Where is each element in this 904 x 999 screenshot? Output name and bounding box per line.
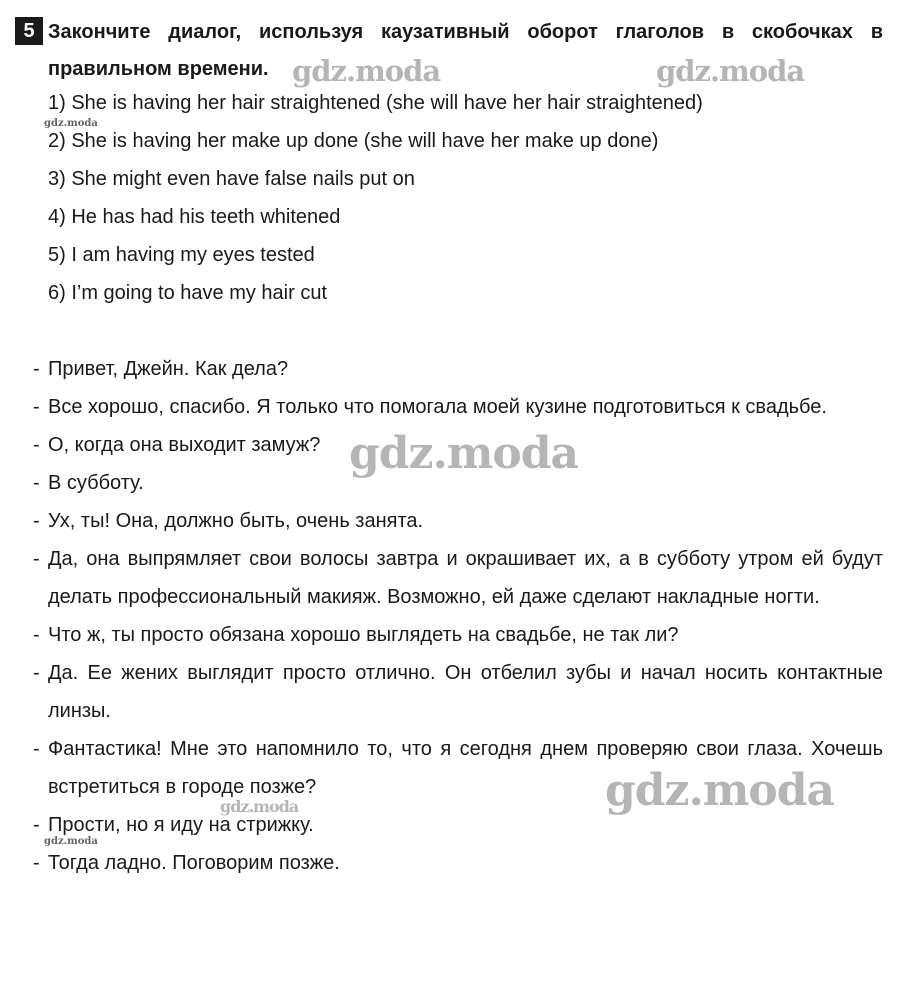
answer-item-2: 2) She is having her make up done (she will have her make up done)	[48, 130, 659, 152]
answer-item-6: 6) I’m going to have my hair cut	[48, 282, 328, 304]
watermark: gdz.moda	[220, 797, 299, 816]
dialogue-line-3: - О, когда она выходит замуж?	[33, 426, 883, 464]
answer-item-1: 1) She is having her hair straightened (she will have her hair straightened)	[48, 92, 703, 114]
answers-list	[48, 84, 703, 312]
answer-item-4: 4) He has had his teeth whitened	[48, 206, 341, 228]
dialogue-line-4: - В субботу.	[33, 464, 883, 502]
dialogue-line-11: - Тогда ладно. Поговорим позже.	[33, 844, 883, 882]
watermark: gdz.moda	[44, 836, 98, 847]
watermark: gdz.moda	[656, 54, 805, 88]
answer-item-5: 5) I am having my eyes tested	[48, 244, 315, 266]
dialogue-line-9: - Фантастика! Мне это напомнило то, что я сегодня днем проверяю свои глаза. Хочешь встретиться в городе позже?	[33, 730, 883, 806]
dialogue-line-6: - Да, она выпрямляет свои волосы завтра и окрашивает их, а в субботу утром ей будут делать профессиональный макияж. Возможно, ей даже сделают накладные ногти.	[33, 540, 883, 616]
dialogue-line-7: - Что ж, ты просто обязана хорошо выглядеть на свадьбе, не так ли?	[33, 616, 883, 654]
dialogue-line-5: - Ух, ты! Она, должно быть, очень занята.	[33, 502, 883, 540]
dialogue-line-2: - Все хорошо, спасибо. Я только что помогала моей кузине подготовиться к свадьбе.	[33, 388, 883, 426]
watermark: gdz.moda	[292, 54, 441, 88]
dialogue-line-10: - Прости, но я иду на стрижку.	[33, 806, 883, 844]
answer-item-3: 3) She might even have false nails put on	[48, 168, 415, 190]
task-title: Закончите диалог, используя каузативный оборот глаголов в скобочках в правильном времени.	[48, 21, 883, 80]
dialogue-line-1: - Привет, Джейн. Как дела?	[33, 350, 883, 388]
dialogue-line-8: - Да. Ее жених выглядит просто отлично. Он отбелил зубы и начал носить контактные линзы.	[33, 654, 883, 730]
watermark: gdz.moda	[349, 428, 579, 479]
watermark: gdz.moda	[605, 765, 835, 816]
watermark: gdz.moda	[44, 118, 98, 129]
task-number-badge: 5	[15, 17, 43, 45]
dialogue-list	[33, 350, 883, 882]
